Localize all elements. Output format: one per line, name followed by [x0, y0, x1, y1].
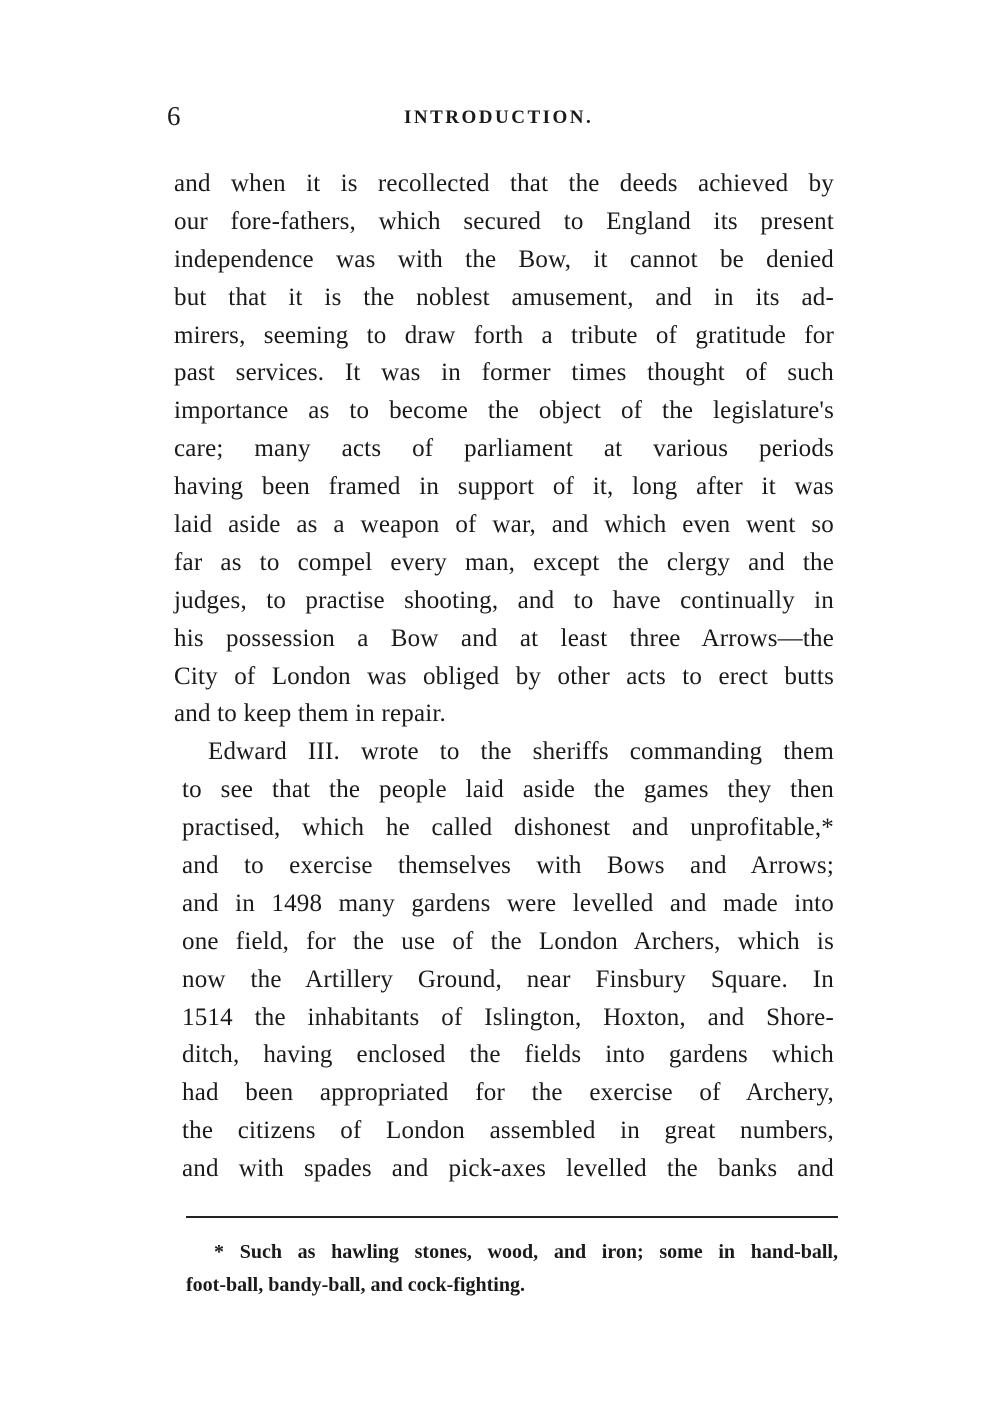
- text-line: and in 1498 many gardens were levelled and made into: [182, 889, 834, 917]
- text-line: past services. It was in former times thought of such: [174, 359, 834, 387]
- footnote-line: * Such as hawling stones, wood, and iron; some in hand-ball,: [214, 1241, 838, 1263]
- text-line: care; many acts of parliament at various periods: [174, 435, 834, 463]
- text-line: his possession a Bow and at least three Arrows—the: [174, 624, 834, 652]
- text-line: City of London was obliged by other acts to erect butts: [174, 662, 834, 690]
- text-line: and to keep them in repair.: [174, 700, 446, 728]
- text-line: our fore-fathers, which secured to England its present: [174, 207, 834, 235]
- text-line: the citizens of London assembled in great numbers,: [182, 1117, 834, 1145]
- footnote-line: foot-ball, bandy-ball, and cock-fighting.: [186, 1274, 525, 1296]
- text-line: 1514 the inhabitants of Islington, Hoxton, and Shore-: [182, 1003, 834, 1031]
- paragraph-1: [174, 165, 834, 733]
- text-line: to see that the people laid aside the games they then: [182, 776, 834, 804]
- text-line: had been appropriated for the exercise of Archery,: [182, 1079, 834, 1107]
- text-line: and when it is recollected that the deeds achieved by: [174, 170, 834, 197]
- body-text: [174, 165, 834, 1188]
- text-line: one field, for the use of the London Archers, which is: [182, 927, 834, 955]
- text-line: far as to compel every man, except the clergy and the: [174, 548, 834, 576]
- text-line: judges, to practise shooting, and to have continually in: [174, 586, 834, 614]
- text-line: practised, which he called dishonest and unprofitable,*: [182, 814, 834, 842]
- text-line: independence was with the Bow, it cannot be denied: [174, 245, 834, 273]
- text-line: laid aside as a weapon of war, and which even went so: [174, 511, 834, 539]
- text-line: Edward III. wrote to the sheriffs commanding them: [208, 738, 834, 766]
- text-line: importance as to become the object of the legislature's: [174, 397, 834, 425]
- text-line: having been framed in support of it, long after it was: [174, 473, 834, 501]
- paragraph-2: [174, 733, 834, 1188]
- text-line: but that it is the noblest amusement, and in its ad-: [174, 283, 834, 311]
- text-line: ditch, having enclosed the fields into gardens which: [182, 1041, 834, 1069]
- page-number: 6: [167, 101, 181, 131]
- running-head: INTRODUCTION.: [404, 107, 594, 128]
- text-line: and to exercise themselves with Bows and Arrows;: [182, 852, 834, 880]
- text-line: mirers, seeming to draw forth a tribute of gratitude for: [174, 321, 834, 349]
- text-line: now the Artillery Ground, near Finsbury Square. In: [182, 965, 834, 993]
- footnote-divider: [186, 1216, 838, 1218]
- text-line: and with spades and pick-axes levelled the banks and: [182, 1155, 834, 1183]
- footnote: [186, 1236, 838, 1302]
